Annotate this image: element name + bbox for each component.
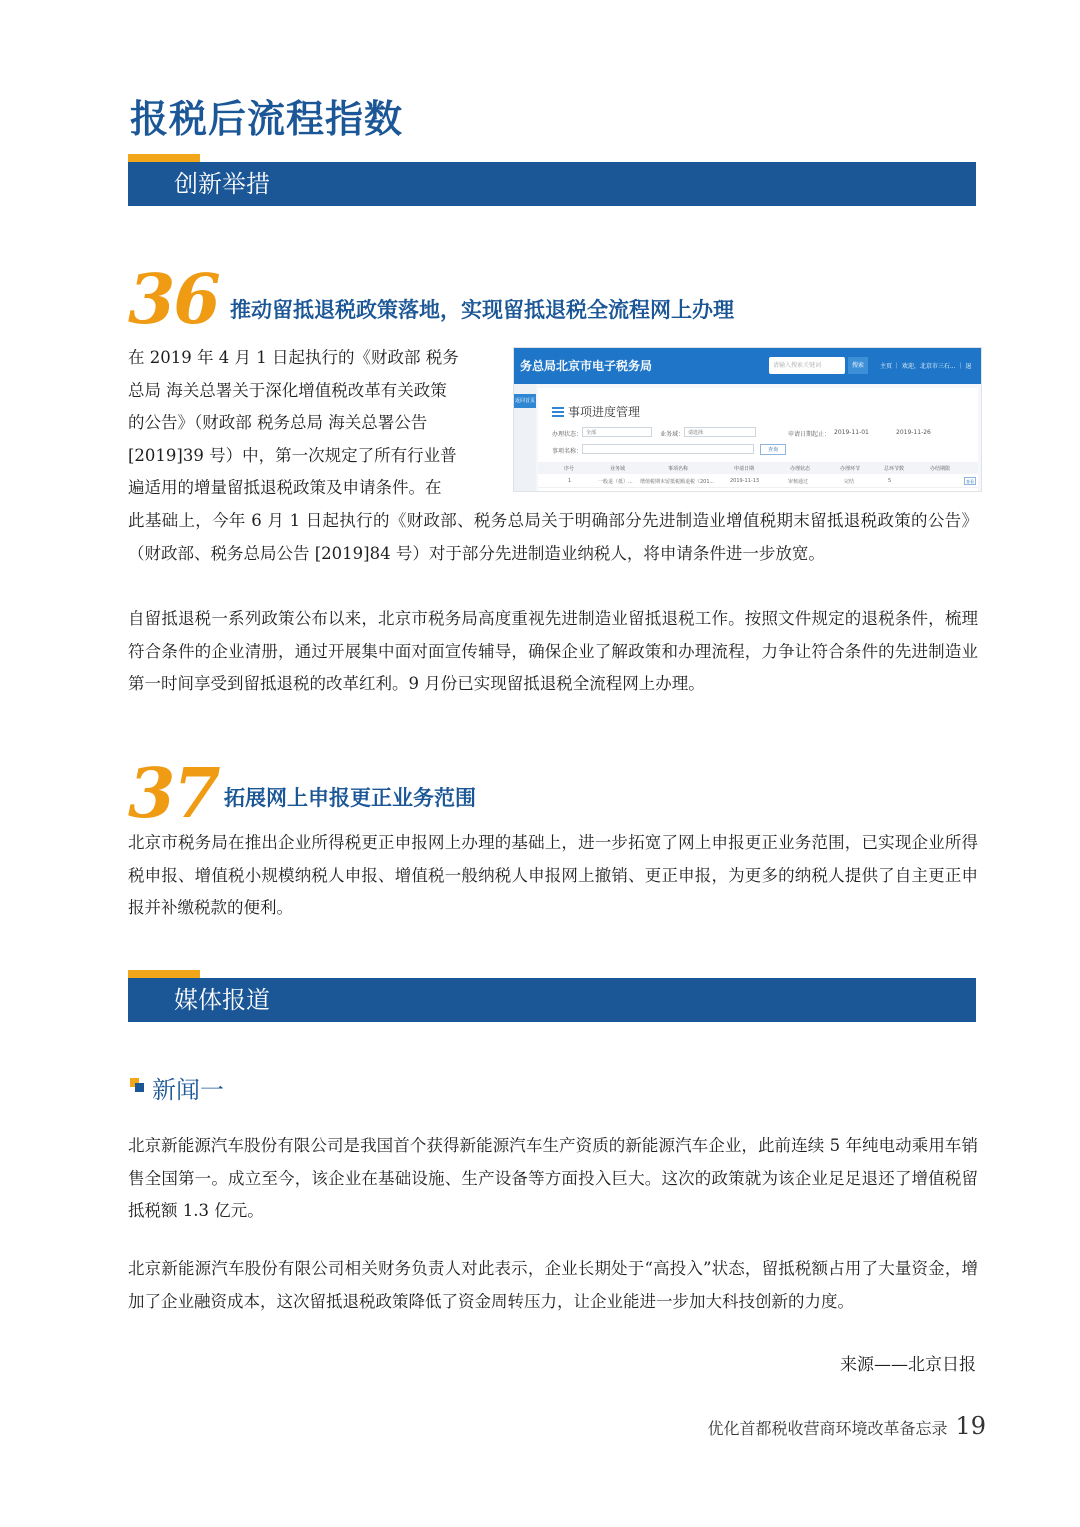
screenshot-view-button: 查看 [966,479,974,484]
footer-title: 优化首都税收营商环境改革备忘录 [707,1419,948,1438]
screenshot-panel [538,388,978,491]
news-source: 来源——北京日报 [840,1355,976,1375]
item-number-37: 37 [128,754,219,834]
item-title-37: 拓展网上申报更正业务范围 [224,785,476,810]
item-number-36: 36 [128,260,219,340]
item36-wrapped-text: 在 2019 年 4 月 1 日起执行的《财政部 税务 总局 海关总署关于深化增值税改革有关政策 的公告》（财政部 税务总局 海关总署公告 [2019]39 号）中，第一次规定了所有行业普 遍适用的增量留抵退税政策及申请条件。在 [128,348,459,497]
square-bullet-icon [130,1078,144,1092]
filter-name-label: 事项名称： [552,448,583,455]
banner-accent [128,970,200,978]
item36-paragraph2: 自留抵退税一系列政策公布以来，北京市税务局高度重视先进制造业留抵退税工作。按照文件规定的退税条件，梳理符合条件的企业清册，通过开展集中面对面宣传辅导，确保企业了解政策和办理流程，力争让符合条件的先进制造业第一时间享受到留抵退税的改革红利。9 月份已实现留抵退税全流程网上办理。 [128,609,978,693]
screenshot-table-header: 序号 业务域 事项名称 申请日期 办理状态 办理环节 总环节数 办结期限 [538,462,978,474]
screenshot-search-input: 请输入搜索关键词 [769,357,845,374]
section-banner-innovation: 创新举措 [128,162,976,206]
screenshot-query-button: 查询 [760,444,786,455]
filter-date-label: 申请日期起止： [788,431,831,438]
news-heading: 新闻一 [152,1076,224,1104]
filter-domain-label: 业务域： [660,431,685,438]
filter-status-label: 办理状态： [552,431,583,438]
news1-paragraph1: 北京新能源汽车股份有限公司是我国首个获得新能源汽车生产资质的新能源汽车企业，此前连续 5 年纯电动乘用车销售全国第一。成立至今，该企业在基础设施、生产设备等方面投入巨大。这次的政策就为该企业足足退还了增值税留抵税额 1.3 亿元。 [128,1136,978,1220]
screenshot-search-button: 搜索 [848,357,868,374]
filter-status-select: 全部 [582,427,652,437]
item37-text: 北京市税务局在推出企业所得税更正申报网上办理的基础上，进一步拓宽了网上申报更正业务范围，已实现企业所得税申报、增值税小规模纳税人申报、增值税一般纳税人申报网上撤销、更正申报，为更多的纳税人提供了自主更正申报并补缴税款的便利。 [128,833,978,917]
item36-continuation: 此基础上，今年 6 月 1 日起执行的《财政部、税务总局关于明确部分先进制造业增值税期末留抵退税政策的公告》（财政部、税务总局公告 [2019]84 号）对于部分先进制造业纳税人，将申请条件进一步放宽。 [128,511,978,563]
tax-bureau-screenshot [513,347,982,492]
section-banner-media: 媒体报道 [128,978,976,1022]
screenshot-header [514,348,981,384]
screenshot-side-button: 返回首页 [514,394,536,408]
page-number: 19 [955,1412,986,1440]
news1-paragraph2: 北京新能源汽车股份有限公司相关财务负责人对此表示，企业长期处于“高投入”状态，留抵税额占用了大量资金，增加了企业融资成本，这次留抵退税政策降低了资金周转压力，让企业能进一步加大科技创新的力度。 [128,1259,978,1311]
list-icon [552,406,564,418]
page-footer [707,1412,986,1440]
item-title-36: 推动留抵退税政策落地，实现留抵退税全流程网上办理 [230,297,734,322]
screenshot-brand: 务总局北京市电子税务局 [520,359,653,373]
filter-date-from: 2019-11-01 [834,429,869,436]
screenshot-sidebar [514,384,536,491]
filter-name-select [582,444,754,454]
banner-accent [128,154,200,162]
screenshot-panel-title: 事项进度管理 [568,405,641,419]
screenshot-table-row: 1 一般退（抵）... 增值税期末留抵税额退税（201... 2019-11-13 审核通过 完结 5 查看 [538,475,978,488]
page-title: 报税后流程指数 [130,97,404,141]
filter-date-to: 2019-11-26 [896,429,931,436]
filter-domain-select: 请选择 [684,427,756,437]
screenshot-nav: 主页 ｜ 欢迎，北京市三石... ｜ 退 [880,363,972,370]
